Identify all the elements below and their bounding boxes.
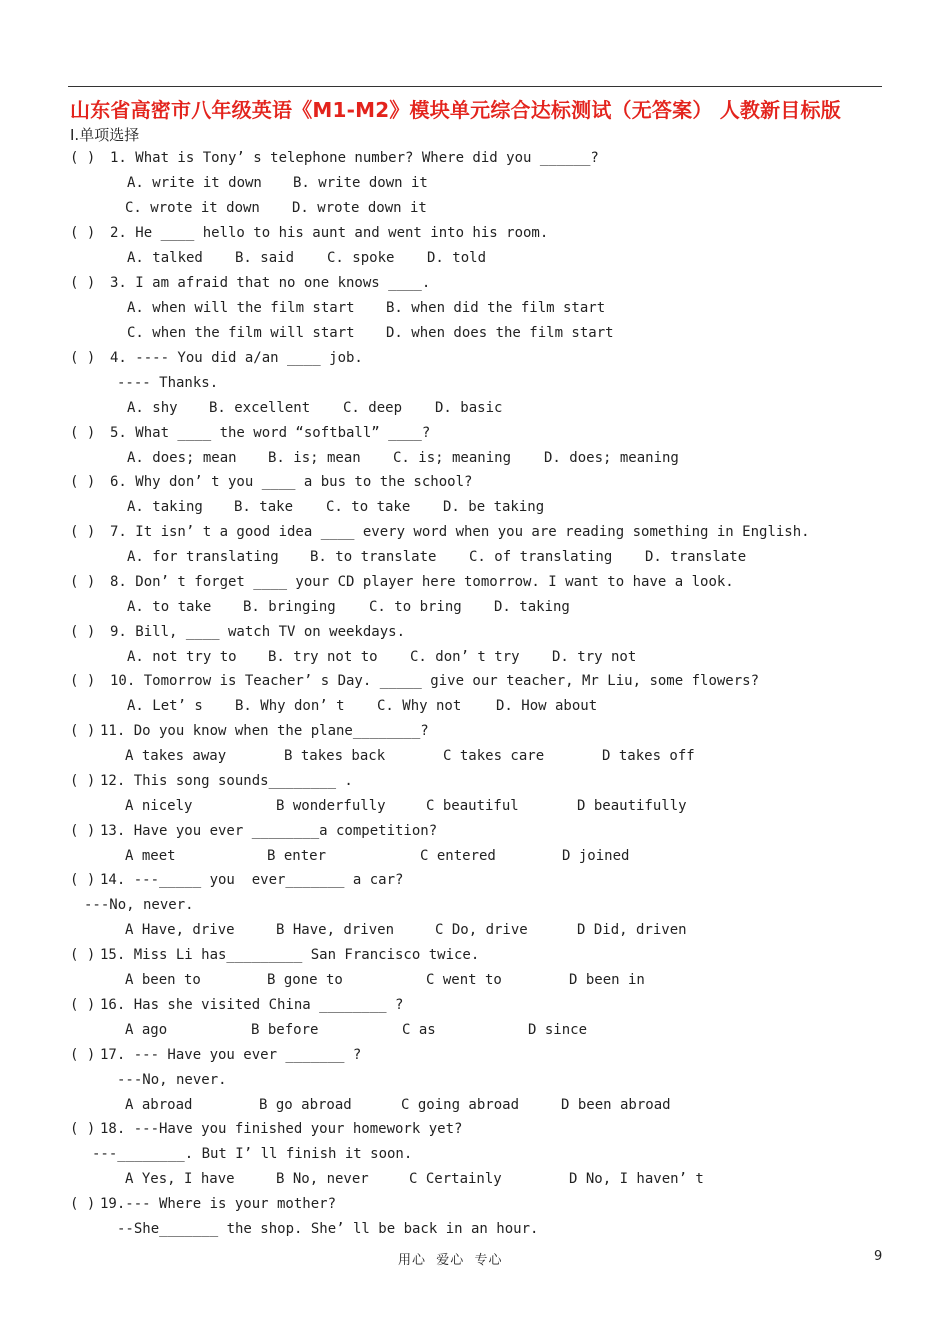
option: A. shy	[127, 400, 178, 416]
answer-blank[interactable]: ( )	[70, 1047, 96, 1063]
question-11	[70, 723, 890, 748]
answer-blank[interactable]: ( )	[70, 723, 96, 739]
question-stem: 19.--- Where is your mother?	[100, 1196, 337, 1212]
option: D. basic	[435, 400, 503, 416]
option: B. take	[234, 499, 294, 515]
answer-blank[interactable]: ( )	[70, 425, 96, 441]
option: C. Why not	[377, 698, 462, 714]
question-7	[70, 524, 890, 549]
answer-blank[interactable]: ( )	[70, 150, 96, 166]
question-stem: 16. Has she visited China ________ ?	[100, 997, 404, 1013]
question-stem: 8. Don’ t forget ____ your CD player here tomorrow. I want to have a look.	[110, 574, 734, 590]
question-5	[70, 425, 890, 450]
question-12	[70, 773, 890, 798]
option: C going abroad	[401, 1097, 520, 1113]
answer-blank[interactable]: ( )	[70, 673, 96, 689]
answer-blank[interactable]: ( )	[70, 1196, 96, 1212]
option: D joined	[562, 848, 630, 864]
question-2	[70, 225, 890, 250]
option: D. wrote down it	[292, 200, 427, 216]
question-stem: 1. What is Tony’ s telephone number? Where did you ______?	[110, 150, 599, 166]
option: A. talked	[127, 250, 203, 266]
option: A. write it down	[127, 175, 262, 191]
dialogue-line: --She_______ the shop. She’ ll be back in an hour.	[117, 1221, 539, 1237]
answer-blank[interactable]: ( )	[70, 997, 96, 1013]
question-stem: 3. I am afraid that no one knows ____.	[110, 275, 431, 291]
option: A. to take	[127, 599, 212, 615]
option: C. when the film will start	[127, 325, 355, 341]
option: A Yes, I have	[125, 1171, 235, 1187]
option: D. taking	[494, 599, 570, 615]
question-6	[70, 474, 890, 499]
option: C. of translating	[469, 549, 613, 565]
question-14	[70, 872, 890, 897]
option: B. when did the film start	[386, 300, 606, 316]
answer-blank[interactable]: ( )	[70, 350, 96, 366]
option: B takes back	[284, 748, 386, 764]
option: A Have, drive	[125, 922, 235, 938]
answer-blank[interactable]: ( )	[70, 947, 96, 963]
option: B before	[251, 1022, 319, 1038]
answer-blank[interactable]: ( )	[70, 275, 96, 291]
option: D. told	[427, 250, 487, 266]
answer-blank[interactable]: ( )	[70, 474, 96, 490]
option: A. when will the film start	[127, 300, 355, 316]
question-15	[70, 947, 890, 972]
question-13	[70, 823, 890, 848]
option: B Have, driven	[276, 922, 395, 938]
option: B. Why don’ t	[235, 698, 345, 714]
question-stem: 11. Do you know when the plane________?	[100, 723, 429, 739]
option: B. bringing	[243, 599, 336, 615]
dialogue-line: ---No, never.	[117, 1072, 227, 1088]
option: B gone to	[267, 972, 343, 988]
option: D. translate	[645, 549, 747, 565]
option: A. not try to	[127, 649, 237, 665]
question-stem: 7. It isn’ t a good idea ____ every word when you are reading something in English.	[110, 524, 810, 540]
answer-blank[interactable]: ( )	[70, 574, 96, 590]
answer-blank[interactable]: ( )	[70, 773, 96, 789]
option: C. is; meaning	[393, 450, 512, 466]
question-1	[70, 150, 890, 175]
option: D. try not	[552, 649, 637, 665]
question-stem: 13. Have you ever ________a competition?	[100, 823, 438, 839]
option: D. when does the film start	[386, 325, 614, 341]
option: C takes care	[443, 748, 545, 764]
option: A. taking	[127, 499, 203, 515]
question-stem: 9. Bill, ____ watch TV on weekdays.	[110, 624, 406, 640]
option: B wonderfully	[276, 798, 386, 814]
option: C. spoke	[327, 250, 395, 266]
footer-motto: 用心 爱心 专心	[398, 1253, 503, 1268]
option: C beautiful	[426, 798, 519, 814]
answer-blank[interactable]: ( )	[70, 872, 96, 888]
option: B. said	[235, 250, 295, 266]
answer-blank[interactable]: ( )	[70, 524, 96, 540]
question-4	[70, 350, 890, 375]
option: D beautifully	[577, 798, 687, 814]
answer-blank[interactable]: ( )	[70, 624, 96, 640]
option: C Certainly	[409, 1171, 502, 1187]
option: C. don’ t try	[410, 649, 520, 665]
question-stem: 2. He ____ hello to his aunt and went into his room.	[110, 225, 549, 241]
answer-blank[interactable]: ( )	[70, 225, 96, 241]
option: D been in	[569, 972, 645, 988]
question-stem: 10. Tomorrow is Teacher’ s Day. _____ give our teacher, Mr Liu, some flowers?	[110, 673, 760, 689]
dialogue-line: ---________. But I’ ll finish it soon.	[92, 1146, 413, 1162]
option: B. to translate	[310, 549, 437, 565]
option: D No, I haven’ t	[569, 1171, 704, 1187]
option: C. deep	[343, 400, 403, 416]
option: C. to bring	[369, 599, 462, 615]
option: C. wrote it down	[125, 200, 260, 216]
option: B No, never	[276, 1171, 369, 1187]
answer-blank[interactable]: ( )	[70, 823, 96, 839]
dialogue-line: ---- Thanks.	[117, 375, 219, 391]
option: D. does; meaning	[544, 450, 679, 466]
option: D Did, driven	[577, 922, 687, 938]
dialogue-line: ---No, never.	[84, 897, 194, 913]
question-17	[70, 1047, 890, 1072]
option: B. try not to	[268, 649, 378, 665]
header-rule	[68, 86, 882, 87]
option: A been to	[125, 972, 201, 988]
option: A nicely	[125, 798, 193, 814]
question-10	[70, 673, 890, 698]
option: C Do, drive	[435, 922, 528, 938]
question-9	[70, 624, 890, 649]
section-heading: Ⅰ.单项选择	[70, 126, 140, 144]
option: C. to take	[326, 499, 411, 515]
option: D. How about	[496, 698, 598, 714]
option: D. be taking	[443, 499, 545, 515]
question-18	[70, 1121, 890, 1146]
option: C went to	[426, 972, 502, 988]
option: B. is; mean	[268, 450, 361, 466]
question-stem: 5. What ____ the word “softball” ____?	[110, 425, 431, 441]
question-stem: 6. Why don’ t you ____ a bus to the school?	[110, 474, 473, 490]
option: A. Let’ s	[127, 698, 203, 714]
option: D since	[528, 1022, 588, 1038]
option: A takes away	[125, 748, 227, 764]
page-number: 9	[874, 1249, 883, 1264]
question-3	[70, 275, 890, 300]
question-19	[70, 1196, 890, 1221]
question-stem: 17. --- Have you ever _______ ?	[100, 1047, 362, 1063]
option: A abroad	[125, 1097, 193, 1113]
option: B go abroad	[259, 1097, 352, 1113]
question-stem: 12. This song sounds________ .	[100, 773, 353, 789]
option: A. does; mean	[127, 450, 237, 466]
question-16	[70, 997, 890, 1022]
question-stem: 4. ---- You did a/an ____ job.	[110, 350, 363, 366]
question-stem: 14. ---_____ you ever_______ a car?	[100, 872, 404, 888]
option: A. for translating	[127, 549, 279, 565]
option: C entered	[420, 848, 496, 864]
question-stem: 15. Miss Li has_________ San Francisco twice.	[100, 947, 480, 963]
option: B. excellent	[209, 400, 311, 416]
option: A ago	[125, 1022, 168, 1038]
option: D been abroad	[561, 1097, 671, 1113]
option: A meet	[125, 848, 176, 864]
answer-blank[interactable]: ( )	[70, 1121, 96, 1137]
question-8	[70, 574, 890, 599]
option: B. write down it	[293, 175, 428, 191]
option: C as	[402, 1022, 436, 1038]
question-stem: 18. ---Have you finished your homework yet?	[100, 1121, 463, 1137]
option: D takes off	[602, 748, 695, 764]
document-title: 山东省高密市八年级英语《M1-M2》模块单元综合达标测试（无答案） 人教新目标版	[70, 98, 841, 122]
option: B enter	[267, 848, 327, 864]
